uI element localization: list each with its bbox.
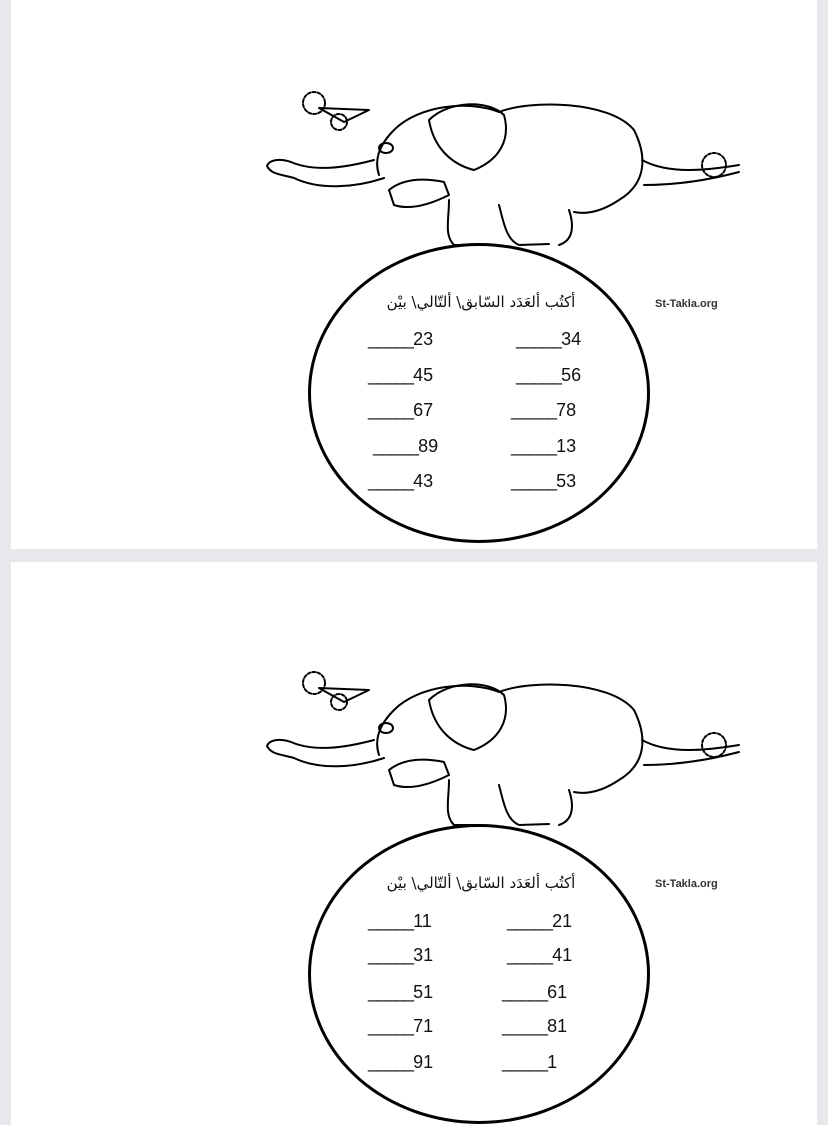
ball-circle xyxy=(308,824,650,1124)
exercise-right-2: _____56 xyxy=(516,365,582,385)
exercise-right-4: _____81 xyxy=(502,1016,568,1036)
exercise-left-3: _____51 xyxy=(368,982,434,1002)
exercise-right-3: _____61 xyxy=(502,982,568,1002)
exercise-right-5: _____53 xyxy=(511,471,577,491)
exercise-left-1: _____23 xyxy=(368,329,434,349)
exercise-left-3: _____67 xyxy=(368,400,434,420)
exercise-left-4: _____89 xyxy=(373,436,439,456)
exercise-right-1: _____21 xyxy=(507,911,573,931)
clown-elephant-illustration xyxy=(249,580,769,840)
exercise-left-2: _____45 xyxy=(368,365,434,385)
exercise-right-4: _____13 xyxy=(511,436,577,456)
ball-circle xyxy=(308,243,650,543)
clown-elephant-illustration xyxy=(249,0,769,260)
exercise-right-3: _____78 xyxy=(511,400,577,420)
watermark: St-Takla.org xyxy=(655,878,718,890)
exercise-right-5: _____1 xyxy=(502,1052,558,1072)
exercise-left-2: _____31 xyxy=(368,945,434,965)
worksheet-page-2 xyxy=(11,562,817,1125)
worksheet-page-1 xyxy=(11,0,817,549)
exercise-right-2: _____41 xyxy=(507,945,573,965)
exercise-right-1: _____34 xyxy=(516,329,582,349)
exercise-left-4: _____71 xyxy=(368,1016,434,1036)
watermark: St-Takla.org xyxy=(655,298,718,310)
exercise-left-5: _____91 xyxy=(368,1052,434,1072)
exercise-left-1: _____11 xyxy=(368,911,432,931)
worksheet-title: أكتُب ألعَدَد السّابق\ ألتّالي\ بيْن xyxy=(386,874,576,892)
exercise-left-5: _____43 xyxy=(368,471,434,491)
worksheet-title: أكتُب ألعَدَد السّابق\ ألتّالي\ بيْن xyxy=(386,293,576,311)
